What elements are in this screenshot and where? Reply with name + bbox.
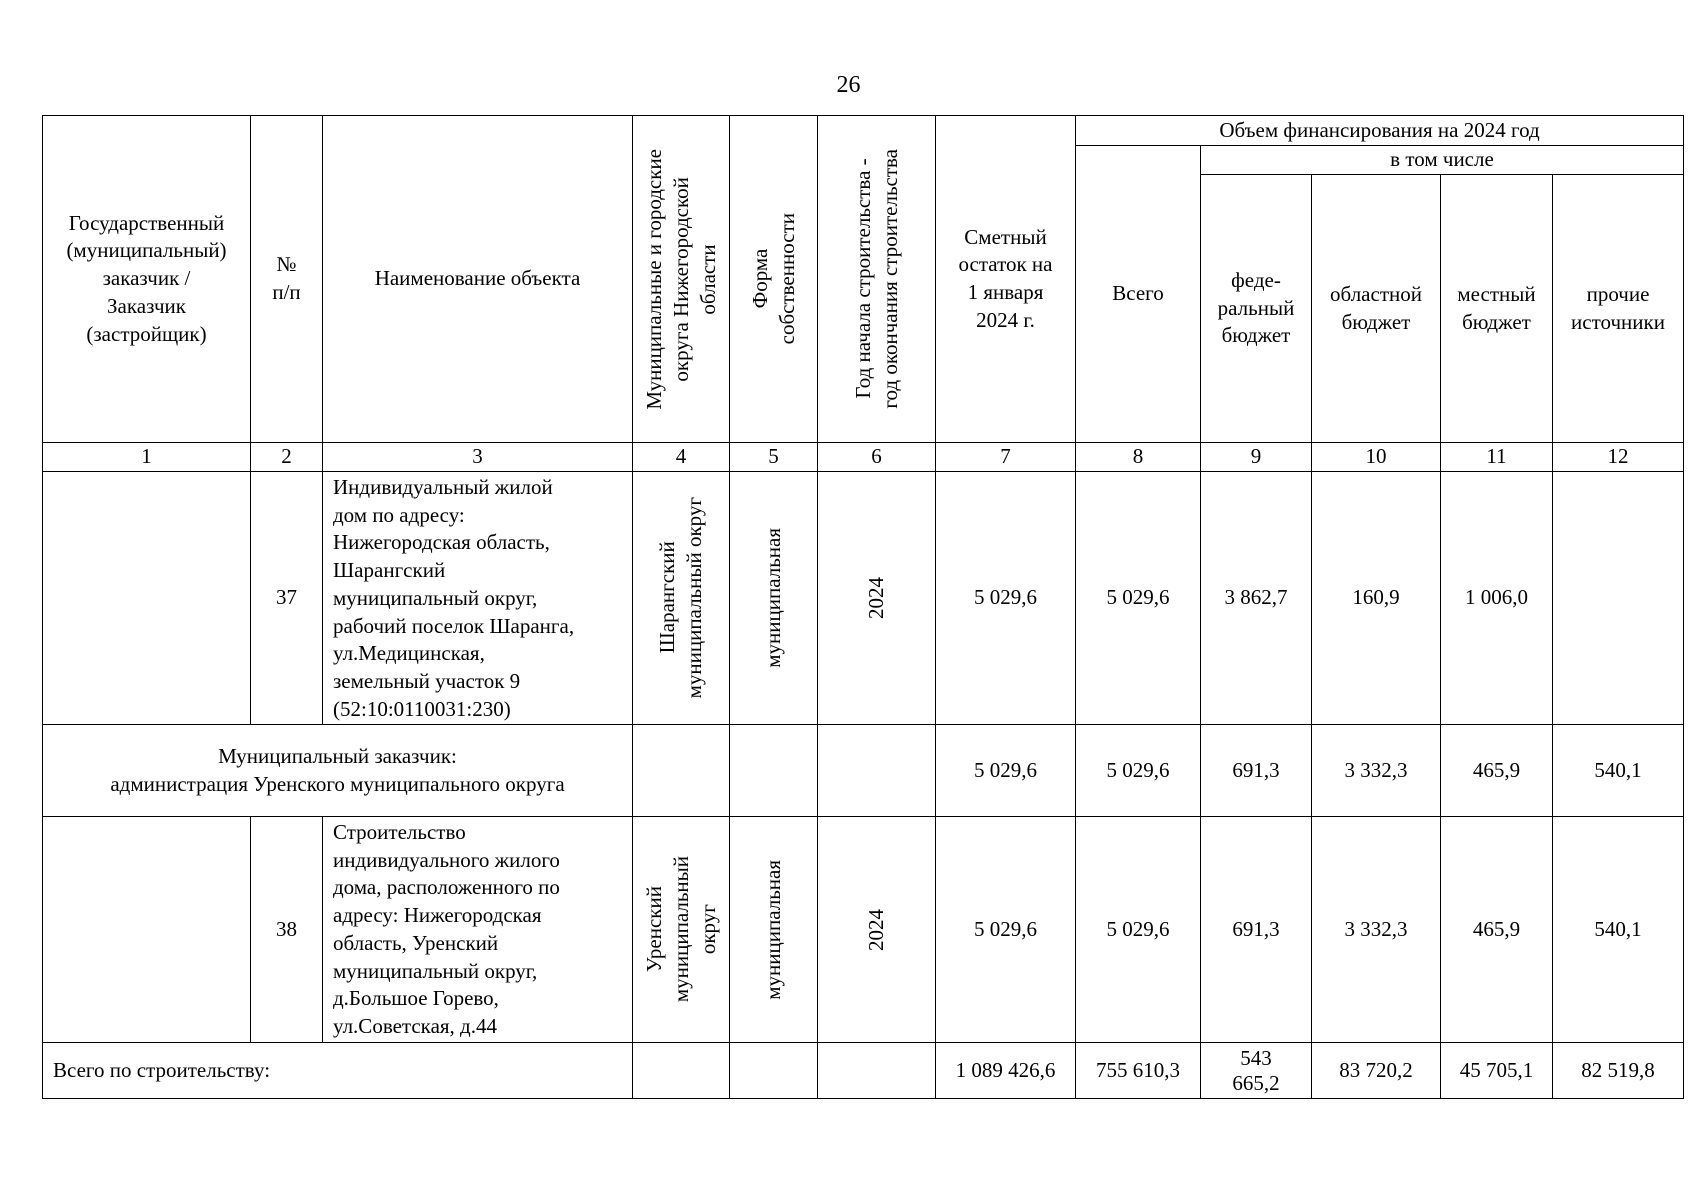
grand-total-ownership (730, 1043, 818, 1099)
row-local: 1 006,0 (1441, 472, 1553, 725)
column-number: 1 (43, 443, 251, 472)
grand-total-label: Всего по строительству: (43, 1043, 633, 1099)
row-local: 465,9 (1441, 817, 1553, 1043)
row-years-cell (818, 817, 936, 1043)
table-row (43, 472, 1684, 725)
column-number: 3 (323, 443, 633, 472)
customer-group-local: 465,9 (1441, 725, 1553, 817)
header-row-1 (43, 116, 1684, 146)
column-number: 6 (818, 443, 936, 472)
customer-group-ownership (730, 725, 818, 817)
row-district: Шарангский муниципальный округ (655, 497, 706, 699)
customer-group-label: Муниципальный заказчик: администрация Уренского муниципального округа (43, 725, 633, 817)
header-including: в том числе (1201, 146, 1684, 175)
row-customer (43, 472, 251, 725)
header-customer: Государственный (муниципальный) заказчик / Заказчик (застройщик) (43, 116, 251, 443)
grand-total-regional: 83 720,2 (1312, 1043, 1441, 1099)
customer-group-district (633, 725, 730, 817)
header-federal: феде- ральный бюджет (1201, 175, 1312, 443)
header-financing-group: Объем финансирования на 2024 год (1076, 116, 1684, 146)
row-other: 540,1 (1553, 817, 1684, 1043)
row-federal: 691,3 (1201, 817, 1312, 1043)
row-district: Уренский муниципальный округ (641, 856, 720, 1003)
row-district-cell (633, 472, 730, 725)
row-estimate-balance: 5 029,6 (936, 817, 1076, 1043)
row-ownership-cell (730, 472, 818, 725)
row-total: 5 029,6 (1076, 817, 1201, 1043)
customer-group-row (43, 725, 1684, 817)
header-district-cell (633, 116, 730, 443)
column-number: 7 (936, 443, 1076, 472)
row-total: 5 029,6 (1076, 472, 1201, 725)
grand-total-local: 45 705,1 (1441, 1043, 1553, 1099)
grand-total-years (818, 1043, 936, 1099)
page-number: 26 (836, 72, 861, 98)
row-number: 38 (251, 817, 323, 1043)
header-years-cell (818, 116, 936, 443)
customer-group-total: 5 029,6 (1076, 725, 1201, 817)
row-years: 2024 (864, 908, 889, 951)
header-ownership-cell (730, 116, 818, 443)
column-number: 12 (1553, 443, 1684, 472)
column-number: 4 (633, 443, 730, 472)
column-number: 10 (1312, 443, 1441, 472)
header-number: № п/п (251, 116, 323, 443)
grand-total-district (633, 1043, 730, 1099)
grand-total-federal: 543 665,2 (1201, 1043, 1312, 1099)
row-ownership: муниципальная (761, 859, 786, 1000)
row-estimate-balance: 5 029,6 (936, 472, 1076, 725)
customer-group-years (818, 725, 936, 817)
row-regional: 3 332,3 (1312, 817, 1441, 1043)
row-ownership: муниципальная (761, 528, 786, 668)
header-district: Муниципальные и городские округа Нижегородской области (641, 148, 720, 410)
header-total: Всего (1076, 146, 1201, 443)
column-number-row (43, 443, 1684, 472)
grand-total-estimate-balance: 1 089 426,6 (936, 1043, 1076, 1099)
row-object-name: Индивидуальный жилой дом по адресу: Нижегородская область, Шарангский муниципальный округ, рабочий поселок Шаранга, ул.Медицинская, земельный участок 9 (52:10:0110031:230) (323, 472, 633, 725)
row-years-cell (818, 472, 936, 725)
row-number: 37 (251, 472, 323, 725)
row-federal: 3 862,7 (1201, 472, 1312, 725)
customer-group-estimate-balance: 5 029,6 (936, 725, 1076, 817)
financing-table (42, 115, 1684, 1099)
header-regional: областной бюджет (1312, 175, 1441, 443)
column-number: 11 (1441, 443, 1553, 472)
column-number: 5 (730, 443, 818, 472)
row-customer (43, 817, 251, 1043)
header-other: прочие источники (1553, 175, 1684, 443)
row-object-name: Строительство индивидуального жилого дома, расположенного по адресу: Нижегородская область, Уренский муниципальный округ, д.Большое Горево, ул.Советская, д.44 (323, 817, 633, 1043)
header-object-name: Наименование объекта (323, 116, 633, 443)
header-local: местный бюджет (1441, 175, 1553, 443)
header-years: Год начала строительства - год окончания строительства (850, 149, 902, 409)
column-number: 2 (251, 443, 323, 472)
row-ownership-cell (730, 817, 818, 1043)
row-other (1553, 472, 1684, 725)
row-years: 2024 (864, 577, 889, 619)
customer-group-other: 540,1 (1553, 725, 1684, 817)
row-district-cell (633, 817, 730, 1043)
grand-total-row (43, 1043, 1684, 1099)
header-ownership: Форма собственности (747, 213, 799, 345)
row-regional: 160,9 (1312, 472, 1441, 725)
customer-group-regional: 3 332,3 (1312, 725, 1441, 817)
grand-total-other: 82 519,8 (1553, 1043, 1684, 1099)
table-row (43, 817, 1684, 1043)
column-number: 8 (1076, 443, 1201, 472)
customer-group-federal: 691,3 (1201, 725, 1312, 817)
header-estimate-balance: Сметный остаток на 1 января 2024 г. (936, 116, 1076, 443)
column-number: 9 (1201, 443, 1312, 472)
grand-total-total: 755 610,3 (1076, 1043, 1201, 1099)
